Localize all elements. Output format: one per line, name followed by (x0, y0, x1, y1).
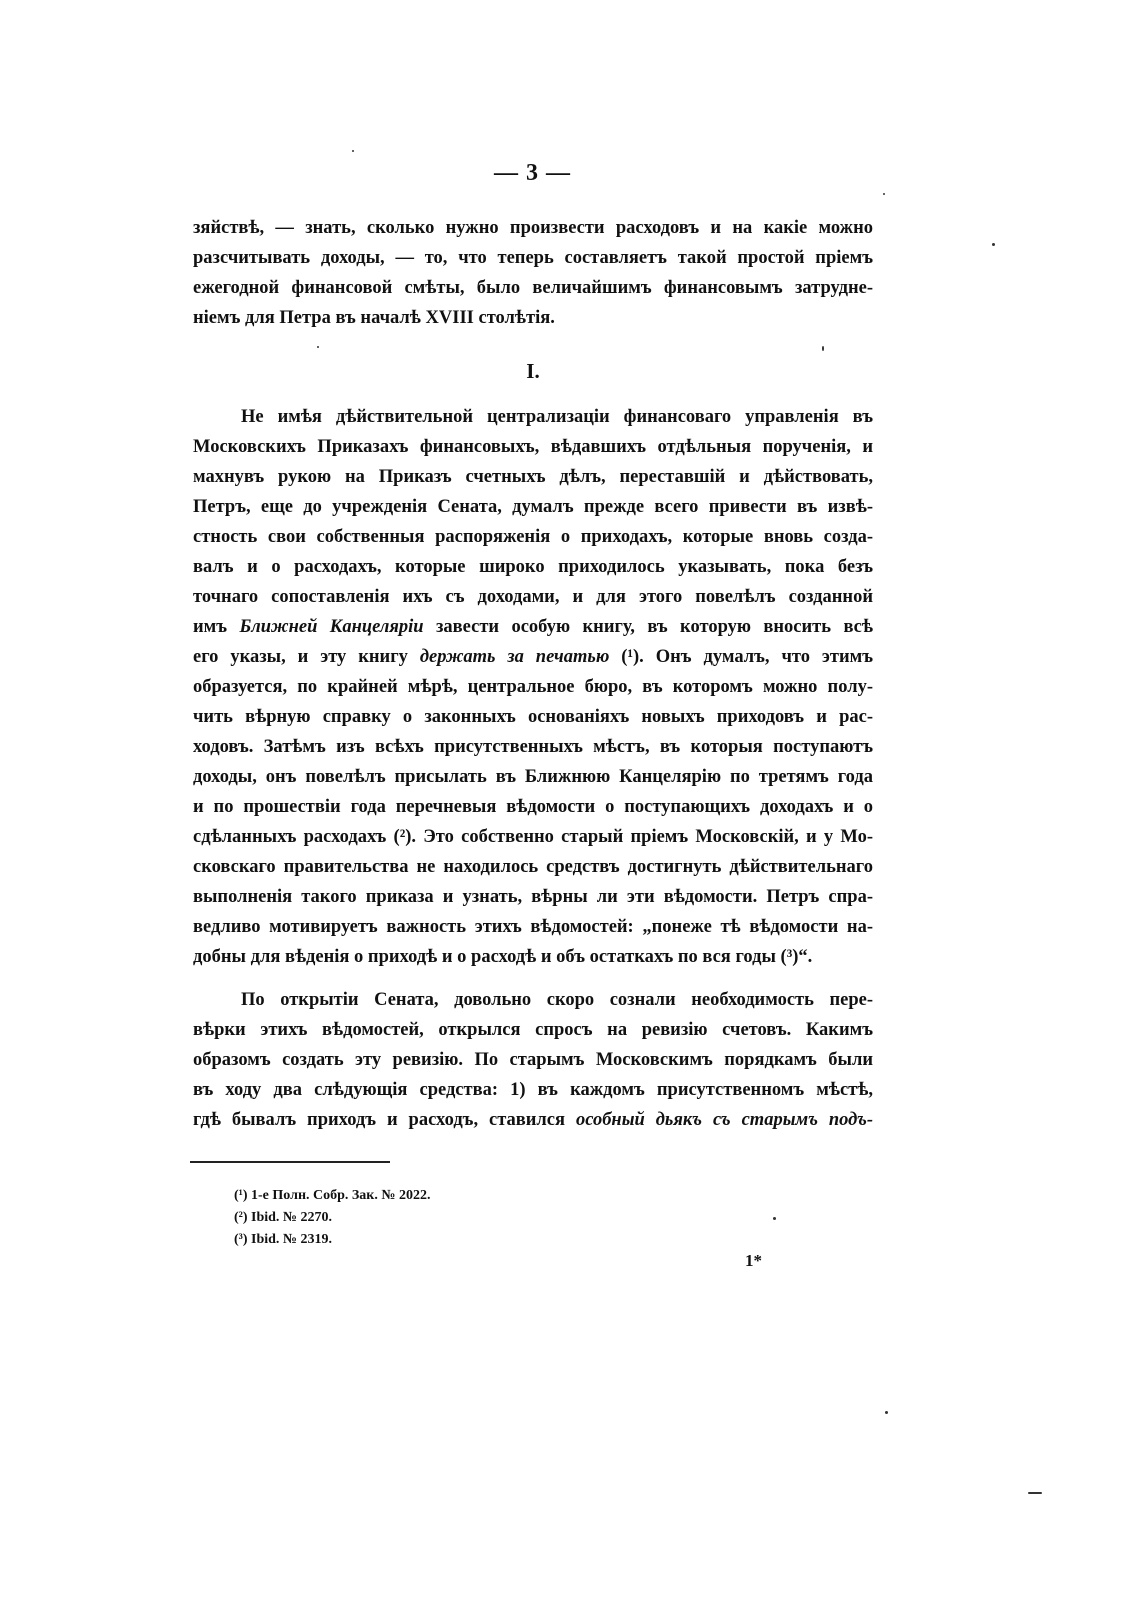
text-line (193, 642, 873, 672)
scan-speck (822, 346, 824, 351)
text-line: валъ и о расходахъ, которые широко приходилось указывать, пока безъ (193, 557, 873, 577)
text-line: ежегодной финансовой смѣты, было величайшимъ финансовымъ затрудне- (193, 278, 873, 298)
intro-paragraph (193, 213, 873, 333)
footnote-divider (190, 1161, 390, 1163)
text-line: точнаго сопоставленія ихъ съ доходами, и для этого повелѣлъ созданной (193, 587, 873, 607)
text-line: зяйствѣ, — знать, сколько нужно произвести расходовъ и на какіе можно (193, 218, 873, 238)
text-segment: его указы, и эту книгу (193, 647, 408, 667)
text-line: сковскаго правительства не находилось средствъ достигнуть дѣйствительнаго (193, 857, 873, 877)
footnote-ref: (¹). (621, 647, 644, 667)
italic-phrase: особный дьякъ съ старымъ подъ- (575, 1110, 874, 1130)
paragraph-1 (193, 402, 873, 972)
text-segment: имъ (193, 617, 228, 637)
text-line: образомъ создать эту ревизію. По старымъ Московскимъ порядкамъ были (193, 1050, 873, 1070)
italic-phrase: держать за печатью (419, 647, 610, 667)
footnote: (¹) 1-е Полн. Собр. Зак. № 2022. (234, 1188, 431, 1203)
text-segment: Онъ думалъ, что этимъ (655, 647, 874, 667)
scan-speck (885, 1411, 888, 1414)
scan-speck (352, 150, 354, 152)
text-line: выполненія такого приказа и узнать, вѣрны ли эти вѣдомости. Петръ спра- (193, 887, 873, 907)
scan-speck (992, 243, 995, 246)
signature-mark: 1* (745, 1251, 762, 1270)
text-line: въ ходу два слѣдующія средства: 1) въ каждомъ присутственномъ мѣстѣ, (193, 1080, 873, 1100)
text-line: разсчитывать доходы, — то, что теперь составляетъ такой простой пріемъ (193, 248, 873, 268)
text-line: сдѣланныхъ расходахъ (²). Это собственно старый пріемъ Московскій, и у Мо- (193, 827, 873, 847)
text-line: ходовъ. Затѣмъ изъ всѣхъ присутственныхъ мѣстъ, въ которыя поступаютъ (193, 737, 873, 757)
footnote: (³) Ibid. № 2319. (234, 1232, 332, 1247)
text-line: ніемъ для Петра въ началѣ XVIII столѣтія. (193, 308, 555, 328)
italic-phrase: Ближней Канцеляріи (239, 617, 424, 637)
text-line: махнувъ рукою на Приказъ счетныхъ дѣлъ, переставшій и дѣйствовать, (193, 467, 873, 487)
text-line: и по прошествіи года перечневыя вѣдомости о поступающихъ доходахъ и о (193, 797, 873, 817)
text-segment: завести особую книгу, въ которую вносить всѣ (436, 617, 873, 637)
text-line: Петръ, еще до учрежденія Сената, думалъ прежде всего привести въ извѣ- (193, 497, 873, 517)
text-line: Московскихъ Приказахъ финансовыхъ, вѣдавшихъ отдѣльныя порученія, и (193, 437, 873, 457)
section-heading: I. (526, 359, 540, 383)
scan-speck (773, 1217, 776, 1220)
text-line: ведливо мотивируетъ важность этихъ вѣдомостей: „понеже тѣ вѣдомости на- (193, 917, 873, 937)
text-segment: гдѣ бывалъ приходъ и расходъ, ставился (193, 1110, 566, 1130)
paragraph-2 (193, 985, 873, 1135)
page-number: — 3 — (494, 160, 571, 186)
text-line (193, 612, 873, 642)
footnotes (234, 1185, 430, 1251)
scan-speck (1028, 1492, 1042, 1494)
text-line: вѣрки этихъ вѣдомостей, открылся спросъ на ревизію счетовъ. Какимъ (193, 1020, 873, 1040)
text-line: добны для вѣденія о приходѣ и о расходѣ и объ остаткахъ по вся годы (³)“. (193, 947, 813, 967)
text-line: доходы, онъ повелѣлъ присылать въ Ближнюю Канцелярію по третямъ года (193, 767, 873, 787)
text-line (193, 1105, 873, 1135)
text-line: стность свои собственныя распоряженія о приходахъ, которые вновь созда- (193, 527, 873, 547)
text-line: образуется, по крайней мѣрѣ, центральное бюро, въ которомъ можно полу- (193, 677, 873, 697)
text-line: чить вѣрную справку о законныхъ основаніяхъ новыхъ приходовъ и рас- (193, 707, 873, 727)
scan-speck (317, 346, 319, 348)
text-line: Не имѣя дѣйствительной централизаціи финансоваго управленія въ (241, 407, 873, 427)
scan-speck (883, 193, 885, 195)
footnote: (²) Ibid. № 2270. (234, 1210, 332, 1225)
text-line: По открытіи Сената, довольно скоро сознали необходимость пере- (241, 990, 873, 1010)
